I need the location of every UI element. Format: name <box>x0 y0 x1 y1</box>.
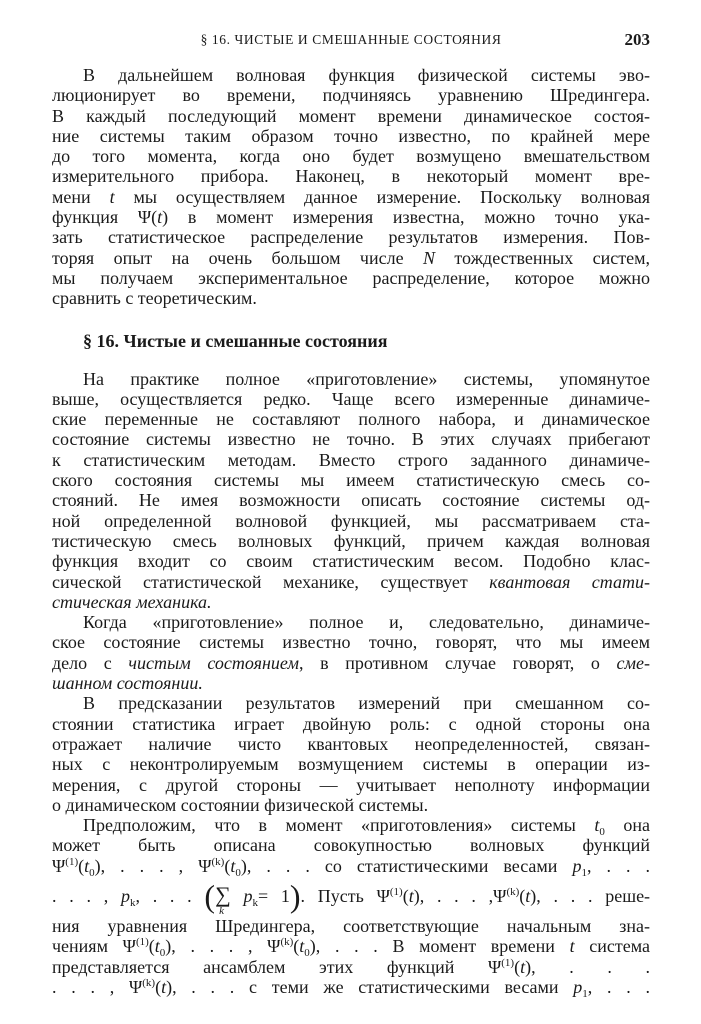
text-run: зать статистическое распределение результатов измерения. Пов- <box>52 227 650 248</box>
text-line <box>52 856 650 876</box>
text-run: , в противном случае говорят, о <box>298 652 617 673</box>
running-header <box>52 30 650 50</box>
text-line <box>52 227 650 247</box>
page-body <box>52 65 650 997</box>
text-run: ( <box>224 855 231 876</box>
text-run: тистическую смесь волновых функций, причем каждая волновая <box>52 530 650 551</box>
parenthesis: ) <box>289 877 301 914</box>
text-run: Предположим, что в момент «приготовления» системы <box>83 815 595 836</box>
text-line <box>52 775 650 795</box>
superscript: (k) <box>211 855 225 868</box>
text-run: чениям Ψ <box>52 936 136 957</box>
text-run: ), . . . с теми же статистическими весами <box>166 976 574 997</box>
italic-run: t <box>299 936 305 957</box>
text-line <box>52 207 650 227</box>
text-line <box>52 795 650 815</box>
superscript: (k) <box>142 976 156 989</box>
text-run: ского состояния системы мы имеем статистическую смесь со- <box>52 470 650 491</box>
text-line <box>52 511 650 531</box>
text-line <box>52 592 650 612</box>
text-run: функция входит со своим статистическим весом. Подобно клас- <box>52 551 650 572</box>
text-line <box>52 673 650 693</box>
text-run: ( <box>293 936 300 957</box>
text-line <box>52 693 650 713</box>
text-run: На практике полное «приготовление» системы, упомянутое <box>83 368 650 389</box>
text-run: о динамическом состоянии физической системы. <box>52 794 429 815</box>
text-run: , . . . <box>586 855 650 876</box>
text-run: ), . . . , Ψ <box>165 936 281 957</box>
text-run: сравнить с теоретическим. <box>52 288 257 309</box>
text-run: Ψ <box>52 855 66 876</box>
text-run: ( <box>402 885 409 906</box>
italic-run: t <box>157 207 163 228</box>
italic-run: t <box>594 815 600 836</box>
text-line <box>52 936 650 956</box>
text-run: . Пусть Ψ <box>300 885 390 906</box>
paragraph <box>52 612 650 693</box>
text-run: функция Ψ( <box>52 207 158 228</box>
text-line <box>52 551 650 571</box>
italic-run: t <box>569 936 575 957</box>
text-line: . . . , $p_k$, . . . (∑ k $p_k= 1$). Пусть $\Psi^{(1)}(t)$, . . . $,\Psi^{(k)}(t)$, . . . реше- <box>52 877 650 916</box>
text-run: торяя опыт на очень большом числе <box>52 247 423 268</box>
text-line <box>52 166 650 186</box>
subscript: k <box>252 896 258 909</box>
italic-run: t <box>84 855 90 876</box>
subscript: 0 <box>159 947 166 957</box>
text-run: ( <box>514 956 521 977</box>
subscript: 0 <box>599 826 605 836</box>
text-run: ), . . . ,Ψ <box>413 885 507 906</box>
text-run: ( <box>148 936 155 957</box>
text-line <box>52 248 650 268</box>
text-line <box>52 754 650 774</box>
subscript: k <box>129 896 136 909</box>
text-line <box>52 916 650 936</box>
text-line <box>52 977 650 997</box>
text-line <box>52 146 650 166</box>
text-line <box>52 126 650 146</box>
text-run: , . . . <box>587 976 650 997</box>
text-line <box>52 957 650 977</box>
text-run: мы осуществляем данное измерение. Поскольку волновая <box>114 186 650 207</box>
italic-run: t <box>230 855 236 876</box>
text-line <box>52 531 650 551</box>
text-run: . . . , Ψ <box>52 976 143 997</box>
italic-run: t <box>520 956 526 977</box>
text-run: дело с <box>52 652 129 673</box>
text-line <box>52 288 650 308</box>
text-line <box>52 612 650 632</box>
superscript: (1) <box>389 885 403 898</box>
text-run: до того момента, когда оно будет возмущено вмешательством <box>52 146 650 167</box>
paragraph <box>52 693 650 815</box>
text-line <box>52 389 650 409</box>
text-run: тождественных систем, <box>435 247 650 268</box>
italic-run: t <box>161 976 167 997</box>
text-run: состояние системы известно не точно. В этих случаях прибегают <box>52 429 650 450</box>
italic-run: N <box>422 247 435 268</box>
superscript: (1) <box>501 956 515 969</box>
text-run: ), . . . <box>525 956 650 977</box>
text-run: может быть описана совокупностью волновых функций <box>52 835 650 856</box>
text-line <box>52 632 650 652</box>
text-line <box>52 187 650 207</box>
text-line <box>52 409 650 429</box>
text-run: , . . . <box>135 885 205 906</box>
text-run: мерения, с другой стороны — учитывает неполноту информации <box>52 774 650 795</box>
subscript: 0 <box>235 866 241 876</box>
superscript: (1) <box>65 855 79 868</box>
italic-run: p <box>572 855 582 876</box>
italic-run: шанном состоянии. <box>52 673 203 694</box>
italic-run: t <box>154 936 160 957</box>
page-number: 203 <box>624 30 650 49</box>
paragraph <box>52 369 650 613</box>
text-line <box>52 369 650 389</box>
text-run: она <box>604 815 650 836</box>
superscript: (1) <box>135 936 149 949</box>
text-line <box>52 734 650 754</box>
subscript: 0 <box>89 866 95 876</box>
text-run: выше, осуществляется редко. Чаще всего измеренные динамиче- <box>52 388 650 409</box>
text-block-before-heading <box>52 65 650 309</box>
text-run: В дальнейшем волновая функция физической системы эво- <box>83 65 650 85</box>
text-run: ), . . . , Ψ <box>94 855 212 876</box>
superscript: (k) <box>280 936 294 949</box>
subscript: 0 <box>304 947 310 957</box>
superscript: (k) <box>506 885 520 898</box>
text-line <box>52 835 650 855</box>
text-line <box>52 470 650 490</box>
text-run: отражает наличие чисто квантовых неопределенностей, связан- <box>52 733 650 754</box>
running-header-section: § 16. ЧИСТЫЕ И СМЕШАННЫЕ СОСТОЯНИЯ <box>200 32 502 47</box>
text-run: к статистическим методам. Вместо строго заданного динамиче- <box>52 449 650 470</box>
text-run: представляется ансамблем этих функций Ψ <box>52 956 502 977</box>
text-block-after-heading <box>52 369 650 998</box>
text-run: ское состояние системы известно точно, говорят, что мы имеем <box>52 632 650 653</box>
text-run: ские переменные не составляют полного набора, и динамическое <box>52 409 650 430</box>
text-line <box>52 65 650 85</box>
text-run: ( <box>78 855 85 876</box>
italic-run: p <box>573 976 583 997</box>
paragraph <box>52 65 650 309</box>
text-run: ) в момент измерения известна, можно точно ука- <box>162 207 650 228</box>
text-run: мы получаем экспериментальное распределение, которое можно <box>52 267 650 288</box>
text-run: ных с неконтролируемым возмущением системы в операции из- <box>52 754 650 775</box>
text-run: стоянии статистика играет двойную роль: с одной стороны она <box>52 713 650 734</box>
italic-run: t <box>525 885 531 906</box>
italic-run: квантовая стати- <box>489 571 650 592</box>
text-line <box>52 85 650 105</box>
subscript: 1 <box>581 866 587 876</box>
italic-run: p <box>230 885 253 906</box>
text-run: измерительного прибора. Наконец, в некоторый момент вре- <box>52 166 650 187</box>
paragraph <box>52 815 650 997</box>
text-line <box>52 450 650 470</box>
subscript: 1 <box>582 987 588 998</box>
text-run: В предсказании результатов измерений при смешанном со- <box>83 693 650 714</box>
text-run: ( <box>519 885 526 906</box>
italic-run: стическая механика. <box>52 591 212 612</box>
text-line <box>52 653 650 673</box>
text-run: мени <box>52 186 110 207</box>
text-run: ния уравнения Шредингера, соответствующие начальным зна- <box>52 915 650 936</box>
text-run: ), . . . реше- <box>530 885 650 906</box>
text-run: Когда «приготовление» полное и, следовательно, динамиче- <box>83 612 650 633</box>
text-line <box>52 490 650 510</box>
text-run: ние системы таким образом точно известно, по крайней мере <box>52 125 650 146</box>
italic-run: t <box>408 885 414 906</box>
text-run: = 1 <box>258 885 290 906</box>
italic-run: чистым состоянием <box>128 652 299 673</box>
text-line <box>52 429 650 449</box>
text-run: ной определенной волновой функцией, мы рассматриваем ста- <box>52 510 650 531</box>
text-run: ), . . . со статистическими весами <box>240 855 573 876</box>
text-run: В каждый последующий момент времени динамическое состоя- <box>52 105 650 126</box>
italic-run: p <box>120 885 130 906</box>
text-line <box>52 106 650 126</box>
text-run: стояний. Не имея возможности описать состояние системы од- <box>52 490 650 511</box>
sigma-glyph: ∑ <box>215 881 231 907</box>
text-run: система <box>574 936 650 957</box>
text-run: ( <box>155 976 162 997</box>
section-heading: § 16. Чистые и смешанные состояния <box>83 330 388 351</box>
text-line <box>52 815 650 835</box>
text-run: люционирует во времени, подчиняясь уравнению Шредингера. <box>52 85 650 106</box>
text-line <box>52 714 650 734</box>
text-run: сической статистической механике, существует <box>52 571 490 592</box>
text-line <box>52 268 650 288</box>
text-run: . . . , <box>52 885 121 906</box>
parenthesis: ( <box>204 877 216 914</box>
text-line <box>52 572 650 592</box>
italic-run: сме- <box>616 652 650 673</box>
italic-run: t <box>109 186 115 207</box>
text-run: ), . . . В момент времени <box>309 936 570 957</box>
